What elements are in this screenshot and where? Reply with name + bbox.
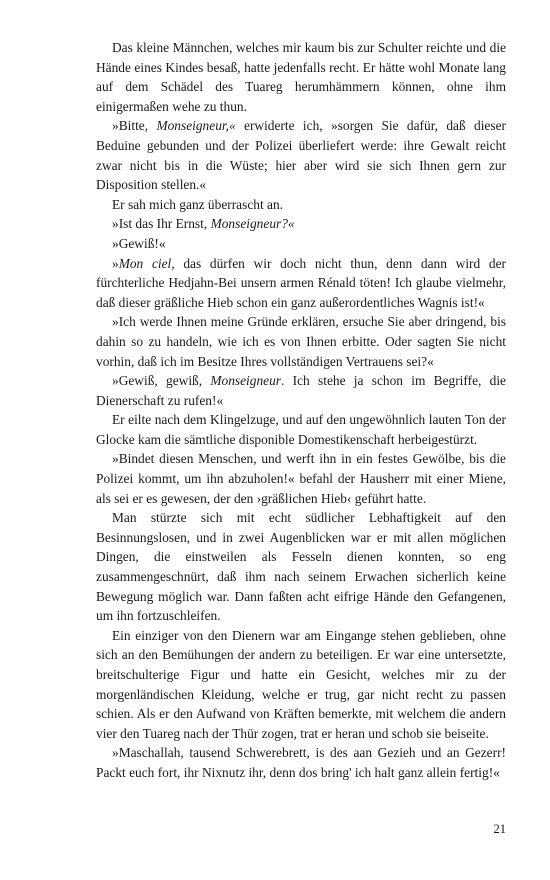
italic-run: Monseigneur?« <box>210 216 295 232</box>
text-run: Er sah mich ganz überrascht an. <box>112 196 284 212</box>
text-run: »Bitte, <box>112 118 157 134</box>
paragraph <box>96 116 506 194</box>
paragraph <box>96 234 506 254</box>
italic-run: Mon ciel, <box>118 255 175 271</box>
text-run: . Ich stehe ja schon im Begriffe, die Dienerschaft zu rufen!« <box>96 373 506 408</box>
text-run: Man stürzte sich mit echt südlicher Lebhaftigkeit auf den Besinnungslosen, und in zwei Augenblicken war er mit allen möglichen Dingen, die einstweilen als Fesseln dienen konnten, so eng zusammengeschnürt, daß ihm nach seinem Erwachen sicherlich keine Bewegung möglich war. Dann faßten acht eifrige Hände den Gefangenen, um ihn fortzuschleifen. <box>96 510 506 624</box>
text-run: das dürfen wir doch nicht thun, denn dann wird der fürchterliche Hedjahn-Bei unsern armen Rénald töten! Ich glaube vielmehr, daß dieser gräßliche Hieb schon ein ganz außerordentliches Wagnis ist!« <box>96 255 506 310</box>
text-run: »Ich werde Ihnen meine Gründe erklären, ersuche Sie aber dringend, bis dahin so zu handeln, wie ich es von Ihnen erbitte. Oder sagten Sie nicht vorhin, daß ich im Besitze Ihres vollständigen Vertrauens sei?« <box>96 314 506 369</box>
paragraph <box>96 626 506 744</box>
paragraph <box>96 449 506 508</box>
text-run: erwiderte ich, »sorgen Sie dafür, daß dieser Beduine gebunden und der Polizei überliefert werde: ihre Gewalt reicht zwar nicht bis in die Wüste; hier aber wird sie sich Ihnen gern zur Disposition stellen.« <box>96 118 506 193</box>
text-run: »Bindet diesen Menschen, und werft ihn in ein festes Gewölbe, bis die Polizei kommt, um ihn abzuholen!« befahl der Hausherr mit einer Miene, als sei er es gewesen, der den ›gräßlichen Hieb‹ geführt hatte. <box>96 451 506 506</box>
text-run: »Maschallah, tausend Schwerebrett, is des aan Gezieh und an Gezerr! Packt euch fort, ihr Nixnutz ihr, denn dos bring' ich halt ganz allein fertig!« <box>96 745 506 780</box>
text-run: Ein einziger von den Dienern war am Eingange stehen geblieben, ohne sich an den Bemühungen der andern zu beteiligen. Er war eine untersetzte, breitschulterige Figur und hatte ein Gesicht, welches mir zu der morgenländischen Kleidung, welche er trug, gar nicht recht zu passen schien. Als er den Aufwand von Kräften bemerkte, mit welchem die andern vier den Tuareg nach der Thür zogen, trat er heran und schob sie beiseite. <box>96 627 506 741</box>
text-run: Er eilte nach dem Klingelzuge, und auf den ungewöhnlich lauten Ton der Glocke kam die sämtliche disponible Domestikenschaft herbeigestürzt. <box>96 412 506 447</box>
italic-run: Monseigneur,« <box>156 118 236 134</box>
paragraph <box>96 38 506 116</box>
italic-run: Monseigneur <box>210 373 282 389</box>
paragraph <box>96 254 506 313</box>
text-run: »Gewiß, gewiß, <box>112 373 211 389</box>
text-run: Das kleine Männchen, welches mir kaum bis zur Schulter reichte und die Hände eines Kindes besaß, hatte jedenfalls recht. Er hätte wohl Monate lang auf dem Schädel des Tuareg herumhämmern können, ohne ihm einigermaßen wehe zu thun. <box>96 40 506 114</box>
paragraph <box>96 508 506 626</box>
text-run: » <box>112 255 119 271</box>
text-run: »Ist das Ihr Ernst, <box>112 216 211 232</box>
paragraph <box>96 410 506 449</box>
paragraph <box>96 195 506 215</box>
paragraph <box>96 371 506 410</box>
paragraph <box>96 743 506 782</box>
paragraph <box>96 312 506 371</box>
page-number: 21 <box>493 822 506 836</box>
text-run: »Gewiß!« <box>112 235 166 251</box>
page-body <box>96 38 506 783</box>
paragraph <box>96 214 506 234</box>
